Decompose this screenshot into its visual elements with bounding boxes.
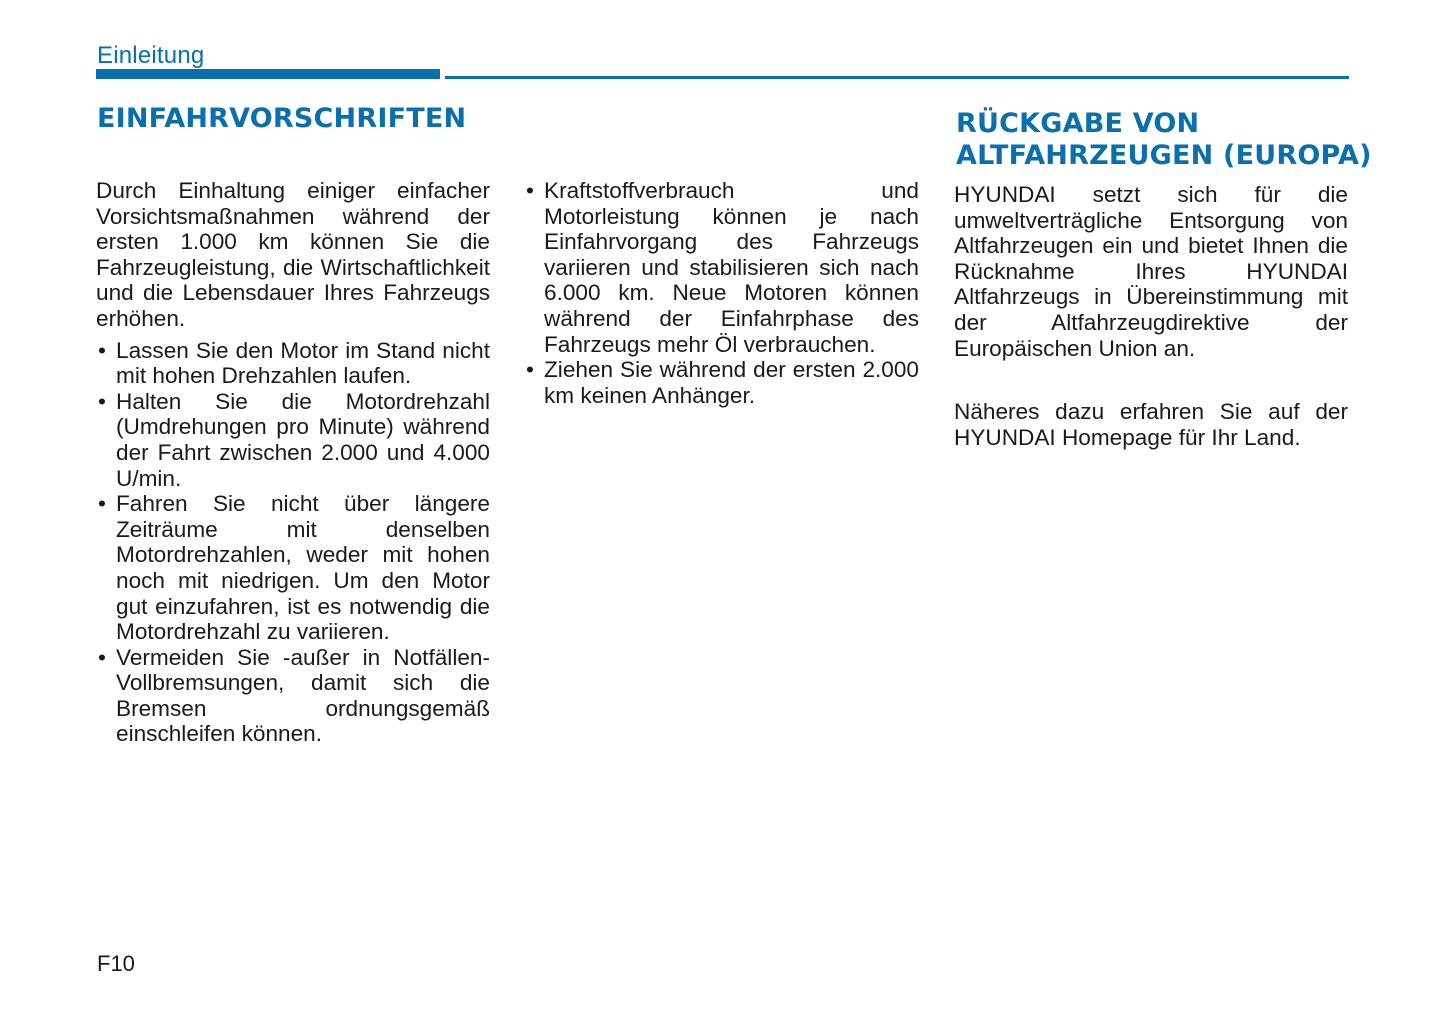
- list-item: • Halten Sie die Motordrehzahl (Umdrehungen pro Minute) während der Fahrt zwischen 2.000 und 4.000 U/min.: [96, 389, 490, 491]
- heading-line: RÜCKGABE VON: [956, 108, 1200, 139]
- list-item: • Fahren Sie nicht über längere Zeiträume mit denselben Motordrehzahlen, weder mit hohen noch mit niedrigen. Um den Motor gut einzufahren, ist es notwendig die Motordrehzahl zu variieren.: [96, 491, 490, 645]
- column-left: [96, 178, 490, 747]
- page-number: F10: [97, 951, 135, 976]
- column-right: [954, 182, 1348, 450]
- section-label: Einleitung: [97, 42, 205, 69]
- break-in-list: [96, 338, 490, 748]
- heading-vehicle-return: [956, 108, 1372, 172]
- return-paragraph: HYUNDAI setzt sich für die umweltverträgliche Entsorgung von Altfahrzeugen ein und bietet Ihnen die Rücknahme Ihres HYUNDAI Altfahrzeugs in Übereinstimmung mit der Altfahrzeugdirektive der Europäischen Union an.: [954, 182, 1348, 361]
- header-rule-thin: [445, 76, 1349, 79]
- homepage-paragraph: Näheres dazu erfahren Sie auf der HYUNDAI Homepage für Ihr Land.: [954, 399, 1348, 450]
- heading-break-in: EINFAHRVORSCHRIFTEN: [97, 103, 467, 134]
- break-in-list-continued: [524, 178, 919, 408]
- list-item: • Ziehen Sie während der ersten 2.000 km keinen Anhänger.: [524, 357, 919, 408]
- header-rule-thick: [96, 69, 440, 79]
- intro-paragraph: Durch Einhaltung einiger einfacher Vorsichtsmaßnahmen während der ersten 1.000 km können Sie die Fahrzeugleistung, die Wirtschaftlichkeit und die Lebensdauer Ihres Fahrzeugs erhöhen.: [96, 178, 490, 331]
- list-item: • Kraftstoffverbrauch und Motorleistung können je nach Einfahrvorgang des Fahrzeugs variieren und stabilisieren sich nach 6.000 km. Neue Motoren können während der Einfahrphase des Fahrzeugs mehr Öl verbrauchen.: [524, 178, 919, 357]
- list-item: • Lassen Sie den Motor im Stand nicht mit hohen Drehzahlen laufen.: [96, 338, 490, 389]
- list-item: • Vermeiden Sie -außer in Notfällen- Vollbremsungen, damit sich die Bremsen ordnungsgemäß einschleifen können.: [96, 645, 490, 747]
- heading-line: ALTFAHRZEUGEN (EUROPA): [956, 140, 1372, 171]
- column-middle: [524, 178, 919, 408]
